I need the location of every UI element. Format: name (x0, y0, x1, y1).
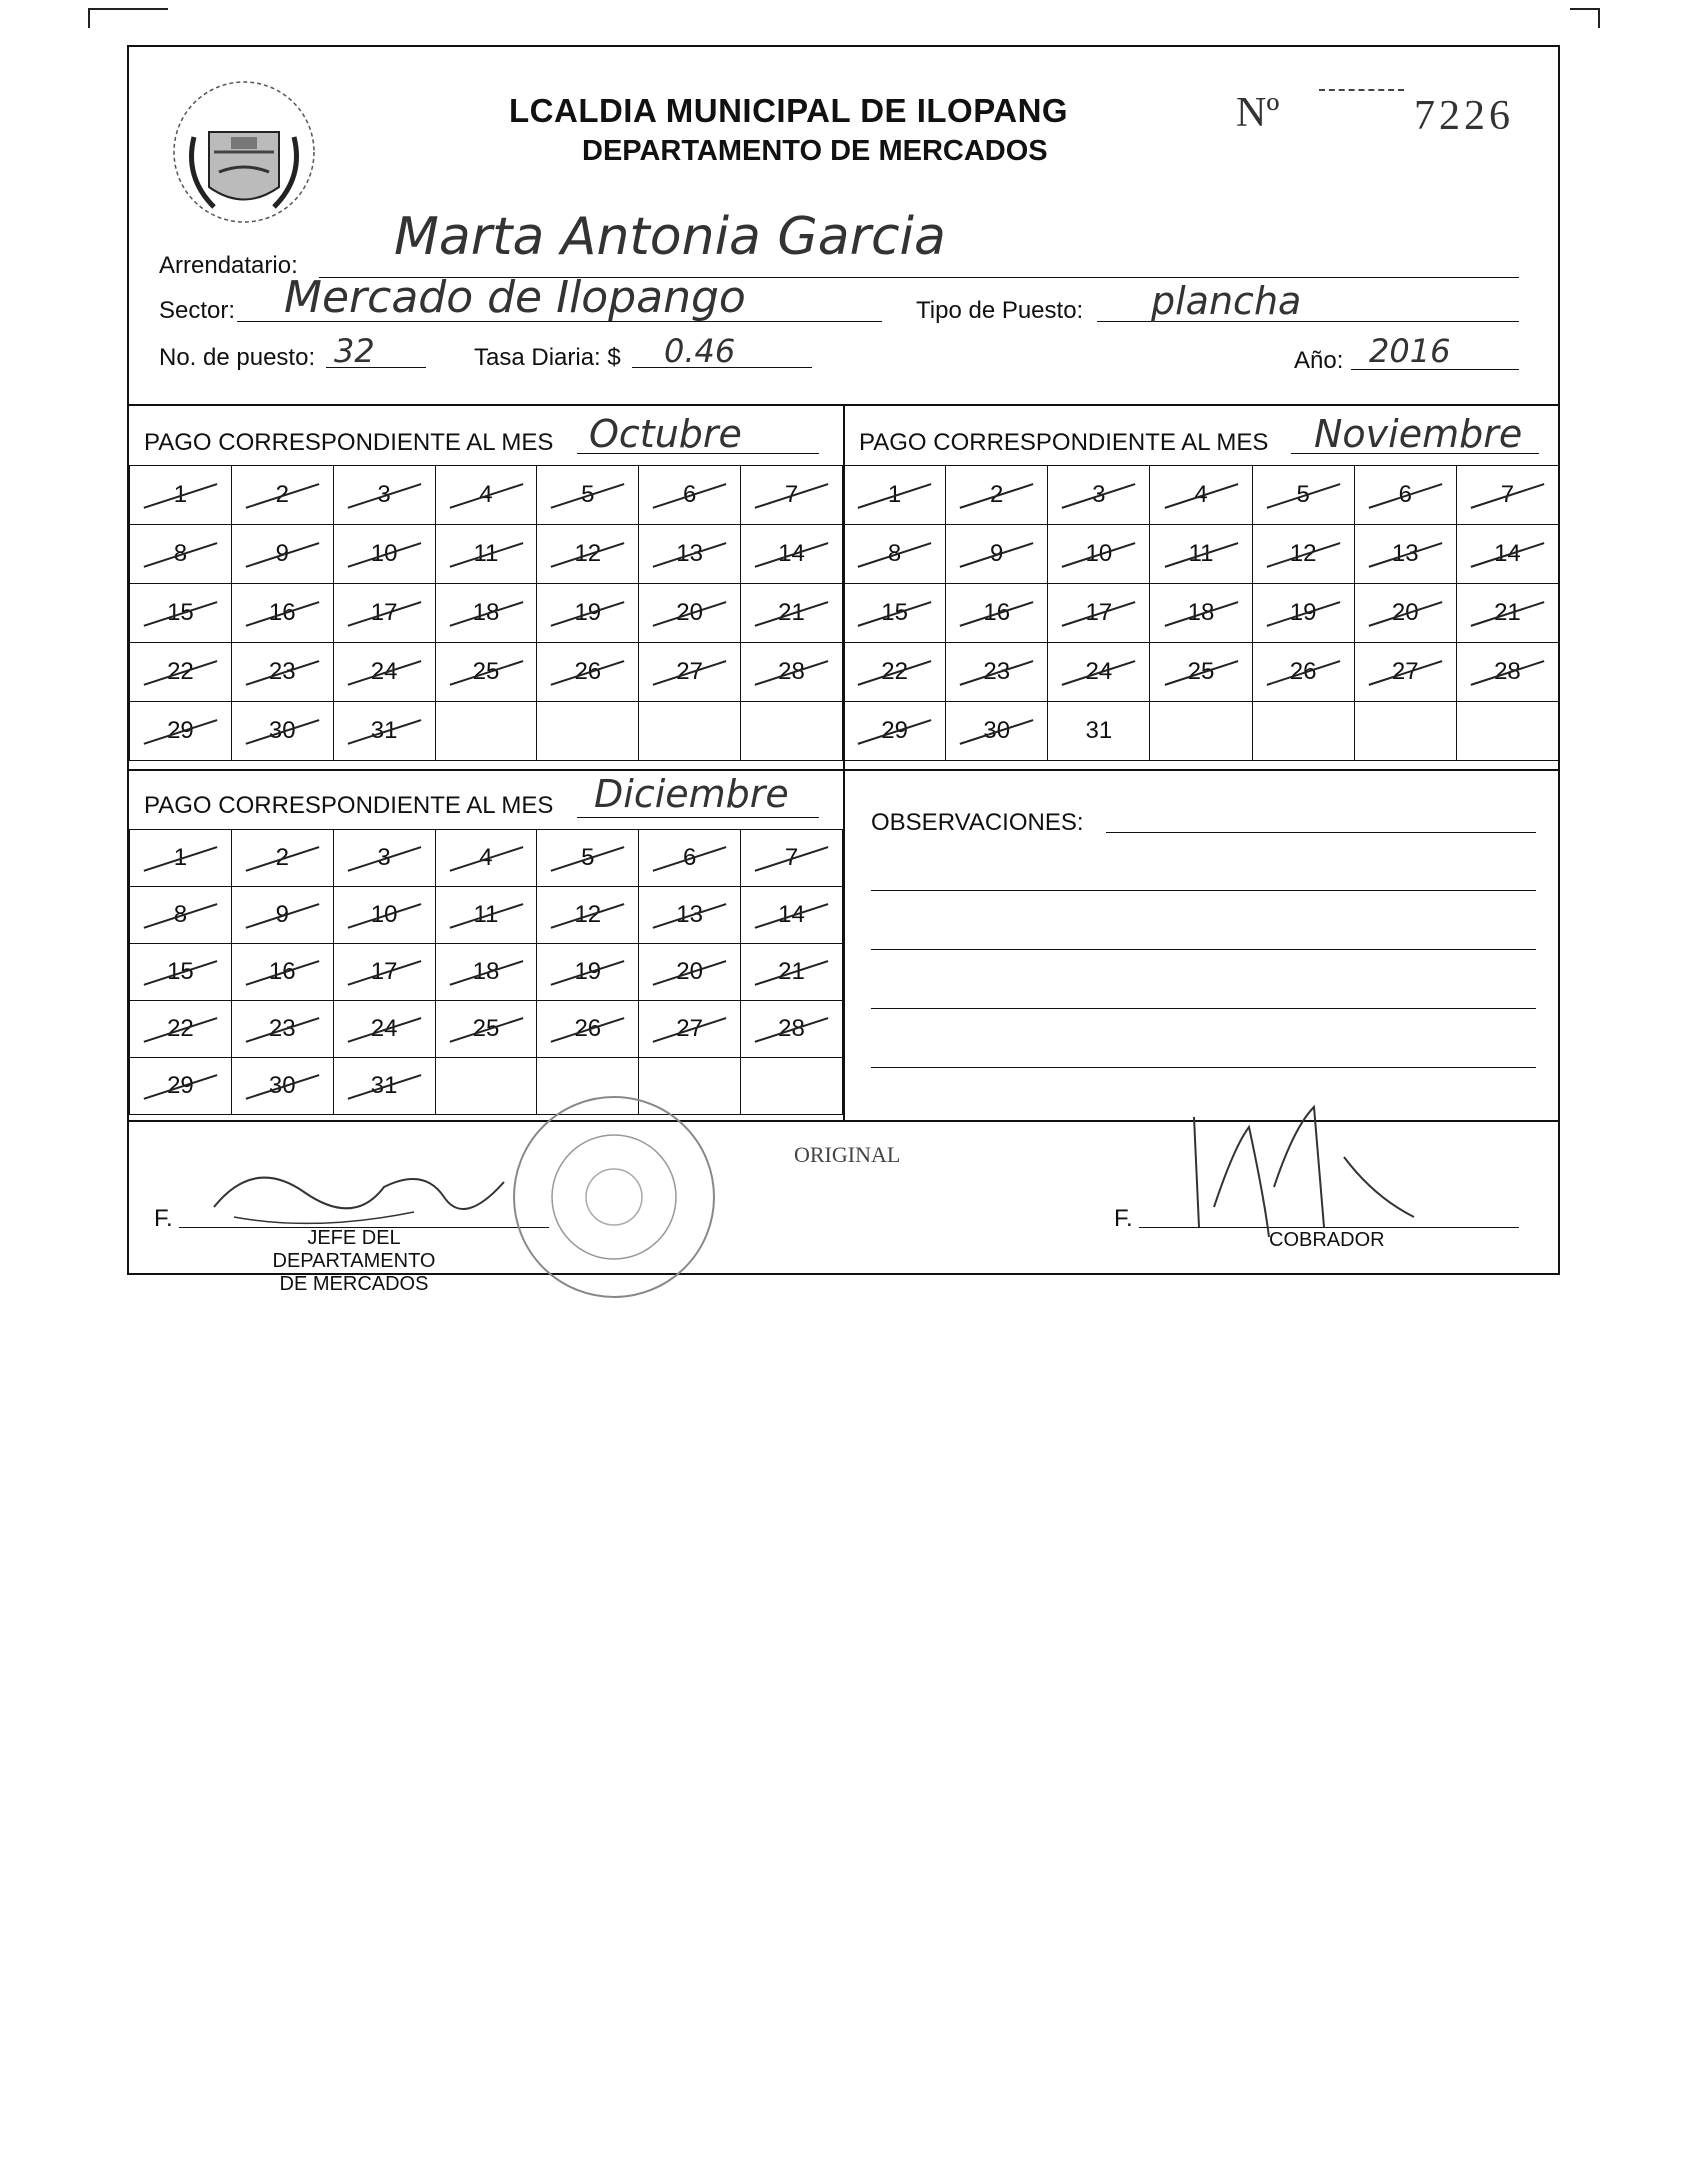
day-cell-5: 5 (537, 830, 639, 887)
calendar-row (130, 584, 843, 643)
day-cell-28: 28 (741, 643, 843, 702)
december-calendar (129, 829, 843, 1115)
tasa-diaria-label: Tasa Diaria: $ (474, 344, 621, 371)
day-cell-14: 14 (1456, 525, 1558, 584)
scan-mark-right (1570, 8, 1600, 10)
day-cell-21: 21 (1456, 584, 1558, 643)
day-cell-12: 12 (537, 887, 639, 944)
october-calendar (129, 465, 843, 761)
day-cell-2: 2 (231, 466, 333, 525)
day-cell-1: 1 (844, 466, 946, 525)
day-cell-11: 11 (435, 887, 537, 944)
day-cell-27: 27 (639, 643, 741, 702)
month3-line (577, 817, 819, 818)
empty-day-cell (537, 702, 639, 761)
calendar-row (844, 584, 1559, 643)
month1-header-label: PAGO CORRESPONDIENTE AL MES (144, 429, 554, 456)
day-cell-13: 13 (1354, 525, 1456, 584)
day-cell-15: 15 (130, 584, 232, 643)
jefe-signature-f-label: F. (154, 1205, 173, 1232)
day-cell-24: 24 (333, 643, 435, 702)
day-cell-29: 29 (130, 702, 232, 761)
calendar-row (844, 525, 1559, 584)
day-cell-30: 30 (231, 702, 333, 761)
municipal-seal-logo (169, 77, 319, 227)
day-cell-1: 1 (130, 466, 232, 525)
municipality-title: LCALDIA MUNICIPAL DE ILOPANG (509, 92, 1069, 129)
empty-day-cell (1150, 702, 1252, 761)
day-cell-11: 11 (435, 525, 537, 584)
calendar-row (130, 944, 843, 1001)
day-cell-16: 16 (231, 584, 333, 643)
day-cell-21: 21 (741, 944, 843, 1001)
day-cell-3: 3 (333, 830, 435, 887)
day-cell-9: 9 (231, 525, 333, 584)
day-cell-31: 31 (333, 702, 435, 761)
municipal-stamp (504, 1087, 724, 1312)
day-cell-20: 20 (639, 944, 741, 1001)
day-cell-25: 25 (435, 643, 537, 702)
cobrador-title: COBRADOR (1269, 1229, 1385, 1251)
day-cell-2: 2 (231, 830, 333, 887)
month2-header-label: PAGO CORRESPONDIENTE AL MES (859, 429, 1269, 456)
day-cell-15: 15 (130, 944, 232, 1001)
day-cell-26: 26 (537, 1001, 639, 1058)
day-cell-8: 8 (844, 525, 946, 584)
anio-value: 2016 (1369, 332, 1451, 370)
tipo-puesto-value: plancha (1151, 279, 1302, 323)
month2-name: Noviembre (1314, 412, 1523, 456)
day-cell-25: 25 (1150, 643, 1252, 702)
day-cell-9: 9 (231, 887, 333, 944)
day-cell-31: 31 (333, 1058, 435, 1115)
observaciones-label: OBSERVACIONES: (871, 809, 1084, 836)
month1-name: Octubre (589, 412, 742, 456)
arrendatario-value: Marta Antonia Garcia (394, 207, 946, 267)
day-cell-12: 12 (537, 525, 639, 584)
day-cell-24: 24 (333, 1001, 435, 1058)
day-cell-21: 21 (741, 584, 843, 643)
empty-day-cell (741, 702, 843, 761)
department-title: DEPARTAMENTO DE MERCADOS (582, 135, 1048, 167)
day-cell-30: 30 (946, 702, 1048, 761)
day-cell-27: 27 (1354, 643, 1456, 702)
day-cell-23: 23 (946, 643, 1048, 702)
tipo-puesto-label: Tipo de Puesto: (916, 297, 1084, 324)
sector-value: Mercado de Ilopango (284, 272, 746, 323)
day-cell-19: 19 (537, 584, 639, 643)
day-cell-6: 6 (1354, 466, 1456, 525)
day-cell-24: 24 (1048, 643, 1150, 702)
receipt-number-label: Nº (1236, 90, 1280, 136)
arrendatario-label: Arrendatario: (159, 252, 298, 279)
jefe-title-line2: DE MERCADOS (279, 1273, 429, 1295)
receipt-form (127, 45, 1560, 1295)
day-cell-26: 26 (1252, 643, 1354, 702)
empty-day-cell (435, 702, 537, 761)
day-cell-17: 17 (1048, 584, 1150, 643)
day-cell-27: 27 (639, 1001, 741, 1058)
receipt-number-dashes (1319, 89, 1404, 91)
day-cell-18: 18 (435, 944, 537, 1001)
day-cell-22: 22 (130, 643, 232, 702)
calendar-row (130, 643, 843, 702)
day-cell-22: 22 (844, 643, 946, 702)
calendar-row (844, 466, 1559, 525)
calendar-row (130, 830, 843, 887)
day-cell-8: 8 (130, 525, 232, 584)
day-cell-23: 23 (231, 643, 333, 702)
anio-label: Año: (1294, 347, 1344, 374)
day-cell-31: 31 (1048, 702, 1150, 761)
scan-mark-left (88, 8, 168, 10)
day-cell-16: 16 (231, 944, 333, 1001)
original-label: ORIGINAL (794, 1142, 901, 1167)
puesto-label: No. de puesto: (159, 344, 316, 371)
day-cell-16: 16 (946, 584, 1048, 643)
day-cell-1: 1 (130, 830, 232, 887)
day-cell-6: 6 (639, 466, 741, 525)
day-cell-8: 8 (130, 887, 232, 944)
puesto-value: 32 (334, 332, 375, 370)
day-cell-17: 17 (333, 944, 435, 1001)
november-calendar (843, 465, 1559, 761)
day-cell-18: 18 (1150, 584, 1252, 643)
calendar-row (130, 525, 843, 584)
day-cell-19: 19 (1252, 584, 1354, 643)
day-cell-20: 20 (1354, 584, 1456, 643)
day-cell-2: 2 (946, 466, 1048, 525)
day-cell-13: 13 (639, 887, 741, 944)
empty-day-cell (741, 1058, 843, 1115)
calendar-row (130, 1058, 843, 1115)
day-cell-3: 3 (333, 466, 435, 525)
day-cell-18: 18 (435, 584, 537, 643)
calendar-row (844, 643, 1559, 702)
day-cell-30: 30 (231, 1058, 333, 1115)
day-cell-29: 29 (130, 1058, 232, 1115)
day-cell-10: 10 (333, 887, 435, 944)
day-cell-26: 26 (537, 643, 639, 702)
month3-name: Diciembre (594, 772, 789, 816)
empty-day-cell (639, 702, 741, 761)
day-cell-11: 11 (1150, 525, 1252, 584)
day-cell-13: 13 (639, 525, 741, 584)
day-cell-20: 20 (639, 584, 741, 643)
day-cell-9: 9 (946, 525, 1048, 584)
day-cell-25: 25 (435, 1001, 537, 1058)
day-cell-7: 7 (741, 466, 843, 525)
month3-header-label: PAGO CORRESPONDIENTE AL MES (144, 792, 554, 819)
calendar-row (130, 702, 843, 761)
day-cell-28: 28 (741, 1001, 843, 1058)
observaciones-lines (871, 832, 1536, 1102)
calendar-row (844, 702, 1559, 761)
calendar-row (130, 466, 843, 525)
day-cell-19: 19 (537, 944, 639, 1001)
empty-day-cell (1252, 702, 1354, 761)
empty-day-cell (1354, 702, 1456, 761)
day-cell-14: 14 (741, 887, 843, 944)
day-cell-7: 7 (1456, 466, 1558, 525)
tasa-diaria-value: 0.46 (664, 332, 736, 370)
receipt-number: 7226 (1414, 93, 1514, 139)
day-cell-29: 29 (844, 702, 946, 761)
day-cell-5: 5 (537, 466, 639, 525)
day-cell-22: 22 (130, 1001, 232, 1058)
cobrador-signature-f-label: F. (1114, 1205, 1133, 1232)
sector-label: Sector: (159, 297, 236, 324)
day-cell-4: 4 (1150, 466, 1252, 525)
day-cell-4: 4 (435, 466, 537, 525)
day-cell-5: 5 (1252, 466, 1354, 525)
jefe-title-line1: JEFE DEL DEPARTAMENTO (272, 1227, 436, 1272)
day-cell-10: 10 (1048, 525, 1150, 584)
day-cell-10: 10 (333, 525, 435, 584)
calendar-row (130, 1001, 843, 1058)
day-cell-28: 28 (1456, 643, 1558, 702)
cobrador-signature (1174, 1087, 1424, 1252)
scan-mark-left-vertical (88, 8, 90, 28)
day-cell-3: 3 (1048, 466, 1150, 525)
day-cell-4: 4 (435, 830, 537, 887)
day-cell-15: 15 (844, 584, 946, 643)
day-cell-23: 23 (231, 1001, 333, 1058)
empty-day-cell (1456, 702, 1558, 761)
jefe-title (224, 1227, 484, 1296)
day-cell-14: 14 (741, 525, 843, 584)
day-cell-6: 6 (639, 830, 741, 887)
scan-mark-right-vertical (1598, 8, 1600, 28)
calendar-row (130, 887, 843, 944)
day-cell-7: 7 (741, 830, 843, 887)
center-divider-bottom (843, 769, 845, 1121)
day-cell-12: 12 (1252, 525, 1354, 584)
day-cell-17: 17 (333, 584, 435, 643)
